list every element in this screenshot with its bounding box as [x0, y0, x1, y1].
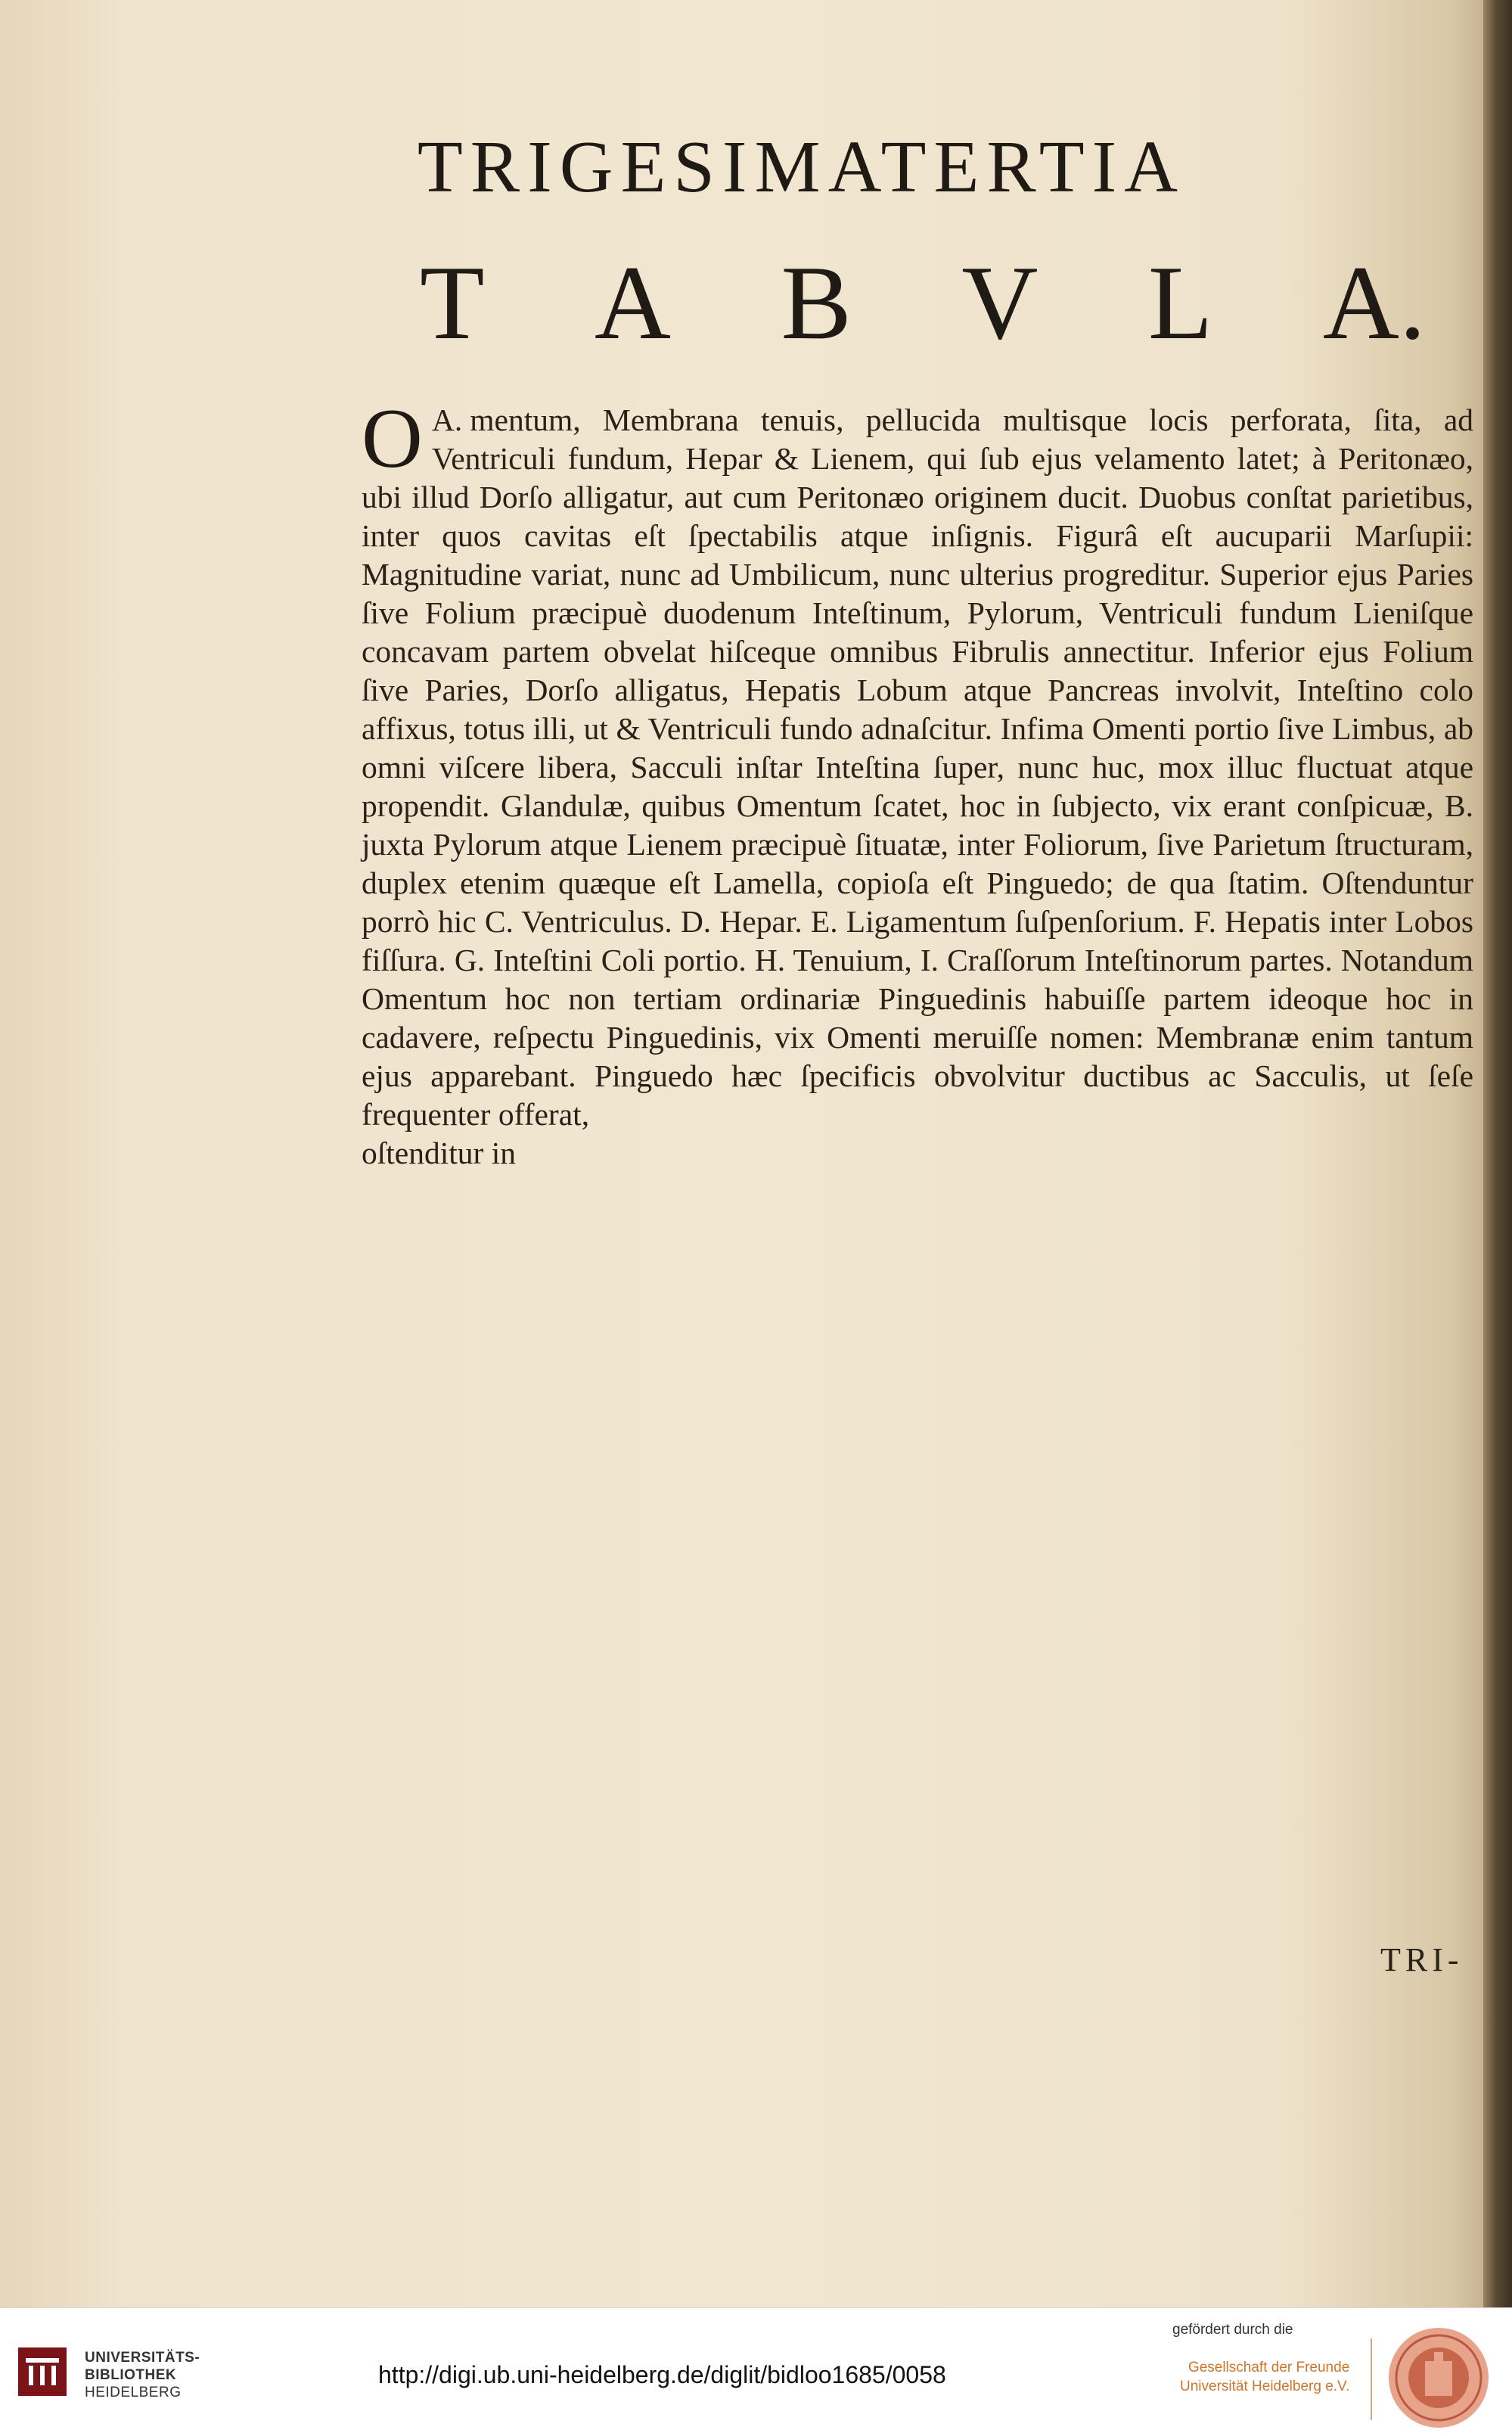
viewer-footer [0, 2307, 1512, 2436]
figure-marker: A. [431, 402, 463, 437]
heading-letter: L [1147, 244, 1213, 362]
catchword: TRI- [1380, 1941, 1464, 1978]
heading-letter: A [594, 244, 672, 362]
society-name: Gesellschaft der Freunde Universität Heidelberg e.V. [1180, 2360, 1350, 2394]
heading-letter: T [420, 244, 485, 362]
page-heading-line2 [420, 242, 1426, 364]
book-spine-edge [1483, 0, 1512, 2307]
heading-letter: B [781, 244, 852, 362]
drop-initial: O [362, 392, 423, 486]
paragraph-text: mentum, Membrana tenuis, pellucida multisque locis perforata, ſita, ad Ventriculi fundum, Hepar & Lienem, qui ſub ejus velamento latet; à Peritonæo, ubi illud Dorſo alligatur, aut cum Peritonæo originem ducit. Duobus conſtat parietibus, inter quos cavitas eſt ſpectabilis atque inſignis. Figurâ eſt aucuparii Marſupii: Magnitudine variat, nunc ad Umbilicum, nunc ulterius progreditur. Superior ejus Paries ſive Folium præcipuè duodenum Inteſtinum, Pylorum, Ventriculi fundum Lieniſque concavam partem obvelat hiſceque omnibus Fibrulis annectitur. Inferior ejus Folium ſive Paries, Dorſo alligatus, Hepatis Lobum atque Pancreas involvit, Inteſtino colo affixus, totus illi, ut & Ventriculi fundo adnaſcitur. Infima Omenti portio ſive Limbus, ab omni viſcere libera, Sacculi inſtar Inteſtina ſuper, nunc huc, mox illuc fluctuat atque propendit. Glandulæ, quibus Omentum ſcatet, hoc in ſubjecto, vix erant conſpicuæ, B. juxta Pylorum atque Lienem præcipuè ſituatæ, inter Foliorum, ſive Parietum ſtructuram, duplex etenim quæque eſt Lamella, copioſa eſt Pinguedo; de qua ſtatim. Oſtenduntur porrò hic C. Ventriculus. D. Hepar. E. Ligamentum ſuſpenſorium. F. Hepatis inter Lobos fiſſura. G. Inteſtini Coli portio. H. Tenuium, I. Craſſorum Inteſtinorum partes. Notandum Omentum hoc non tertiam ordinariæ Pinguedinis habuiſſe partem ideoque hoc in cadavere, reſpectu Pinguedinis, vix Omenti meruiſſe nomen: Membranæ enim tantum ejus apparebant. Pinguedo hæc ſpecificis obvolvitur ductibus ac Sacculis, ut ſeſe frequenter offerat, [362, 402, 1473, 1132]
page-heading-line1: TRIGESIMATERTIA [417, 126, 1186, 208]
university-seal-icon [1386, 2325, 1492, 2431]
heading-letter: A. [1322, 244, 1426, 362]
library-name: UNIVERSITÄTS- BIBLIOTHEK HEIDELBERG [85, 2350, 200, 2400]
permalink-url[interactable]: http://digi.ub.uni-heidelberg.de/diglit/bidloo1685/0058 [378, 2361, 946, 2388]
footer-divider [1371, 2338, 1372, 2420]
heading-letter: V [961, 244, 1039, 362]
funded-by-label: gefördert durch die [1172, 2322, 1293, 2338]
body-paragraph [362, 392, 1473, 1173]
library-logo-icon [18, 2347, 67, 2396]
paragraph-last-line: oſtenditur in [362, 1136, 517, 1170]
